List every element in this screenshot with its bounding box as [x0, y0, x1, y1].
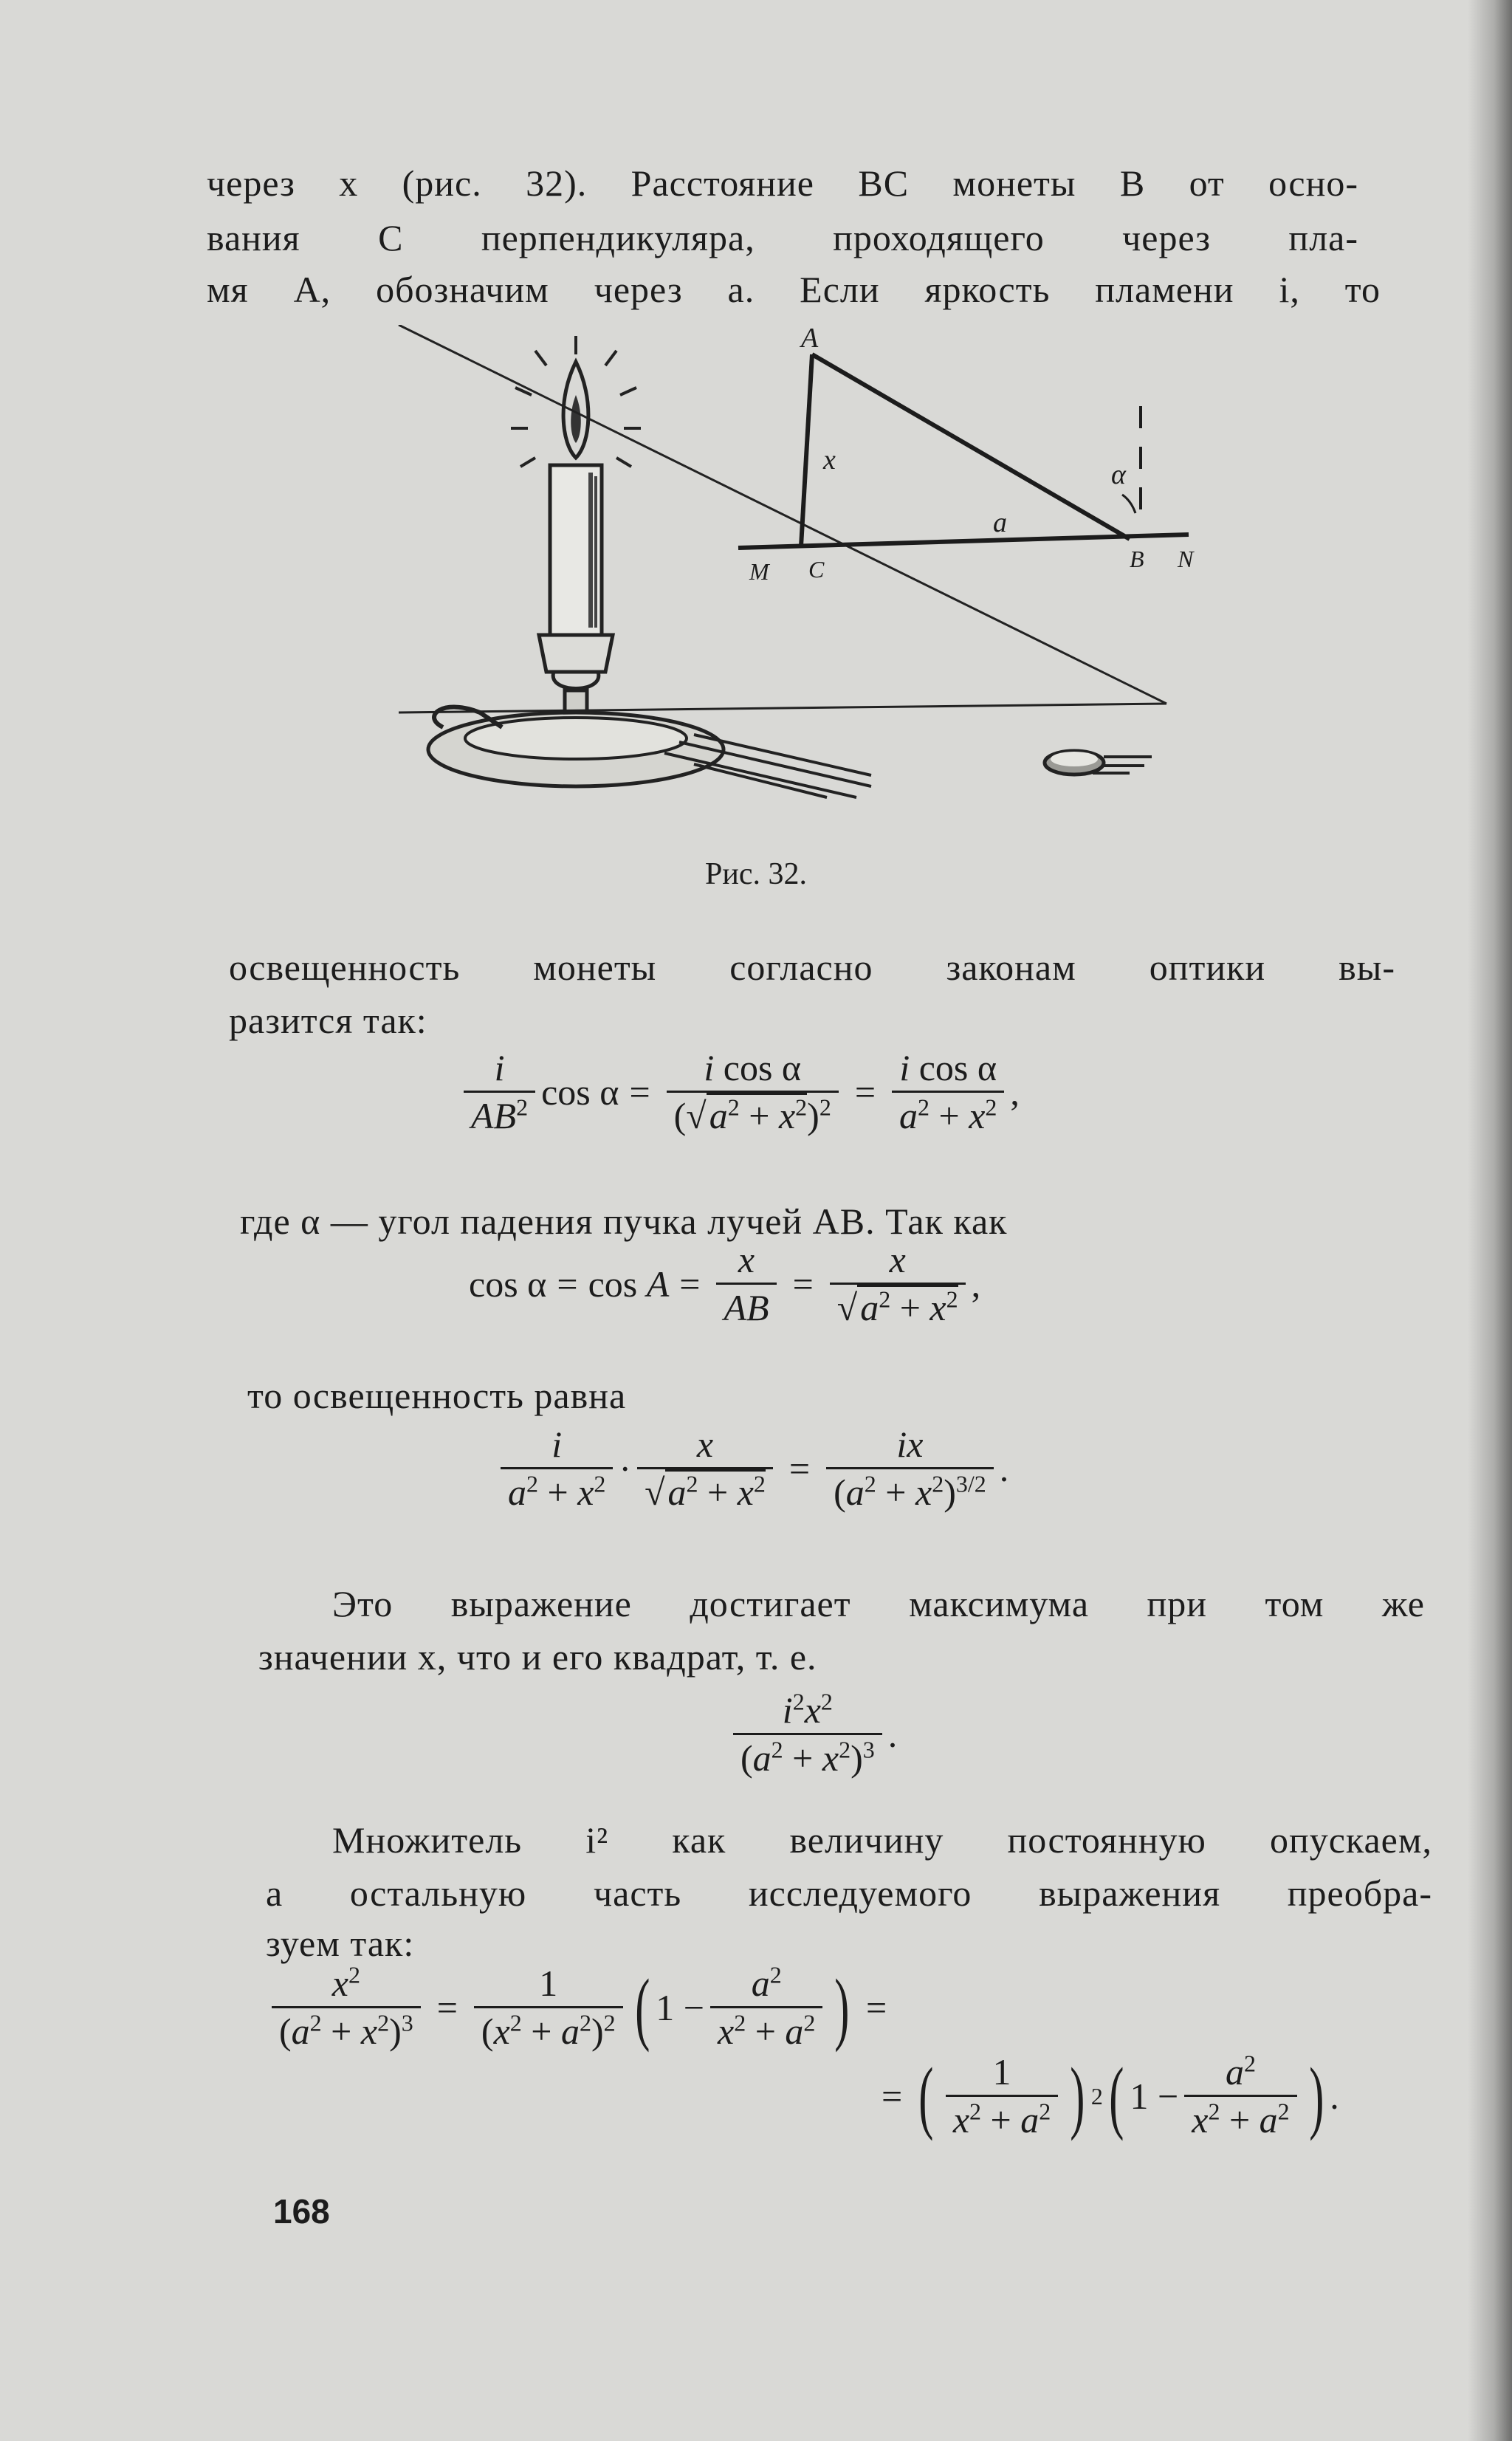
text-line-12: зуем так: [266, 1923, 415, 1964]
text-line-4: освещенность монеты согласно законам оптики вы- [229, 947, 1395, 988]
label-point-a: A [801, 325, 819, 354]
label-point-b: B [1130, 546, 1144, 572]
label-point-c: C [808, 556, 825, 583]
formula-cosine: cos α = cos A = $\frac{x}{AB}$ = $\frac{x}{√a^2 + x^2}$ , [469, 1237, 980, 1331]
text-line-7: то освещенность равна [247, 1375, 627, 1416]
label-point-m: M [749, 558, 769, 585]
text-line-9: значении x, что и его квадрат, т. е. [258, 1636, 817, 1678]
page-number: 168 [273, 2192, 330, 2231]
text-line-3: мя A, обозначим через a. Если яркость пламени i, то [207, 269, 1381, 310]
text-line-5: разится так: [229, 1000, 427, 1041]
text-line-2: вания C перпендикуляра, проходящего через пла- [207, 217, 1358, 258]
triangle-diagram [738, 354, 1189, 548]
formula-illumination-result: $\frac{i}{a^2 + x^2}$ · $\frac{x}{√a^2 + x^2}$ = $\frac{ix}{(a^2 + x^2)^{3/2}}$ . [495, 1421, 1008, 1515]
text-line-10: Множитель i² как величину постоянную опускаем, [332, 1819, 1432, 1861]
text-line-8: Это выражение достигает максимума при том же [332, 1583, 1425, 1624]
label-point-n: N [1178, 546, 1194, 572]
figure-32 [384, 325, 1233, 827]
formula-square: $\frac{i^2x^2}{(a^2 + x^2)^3}$ . [727, 1687, 897, 1781]
text-line-1: через x (рис. 32). Расстояние BC монеты B от осно- [207, 162, 1358, 204]
formula-transform-line-1: $\frac{x^2}{(a^2 + x^2)^3}$ = $\frac{1}{(x^2 + a^2)^2}$ ( 1 − $\frac{a^2}{x^2 + a^2}$ ) = [266, 1960, 897, 2054]
figure-caption: Рис. 32. [705, 857, 807, 891]
text-line-6: где α — угол падения пучка лучей AB. Так как [240, 1201, 1008, 1242]
coin-icon [1045, 751, 1152, 775]
page-edge-shadow [1468, 0, 1512, 2441]
text-line-11: а остальную часть исследуемого выражения преобра- [266, 1872, 1432, 1914]
formula-illumination: $\frac{i}{AB^2}$ cos α = $\frac{\text{i cos α}}{(√a^2 + x^2)^2}$ = $\frac{\text{i cos α}}{a^2 + x^2}$ , [458, 1045, 1020, 1139]
label-angle-alpha: α [1111, 459, 1126, 490]
label-segment-a: a [993, 507, 1007, 538]
label-segment-x: x [823, 444, 836, 476]
formula-transform-line-2: = ( $\frac{1}{x^2 + a^2}$ ) 2 ( 1 − $\frac{a^2}{x^2 + a^2}$ ) . [882, 2050, 1339, 2141]
